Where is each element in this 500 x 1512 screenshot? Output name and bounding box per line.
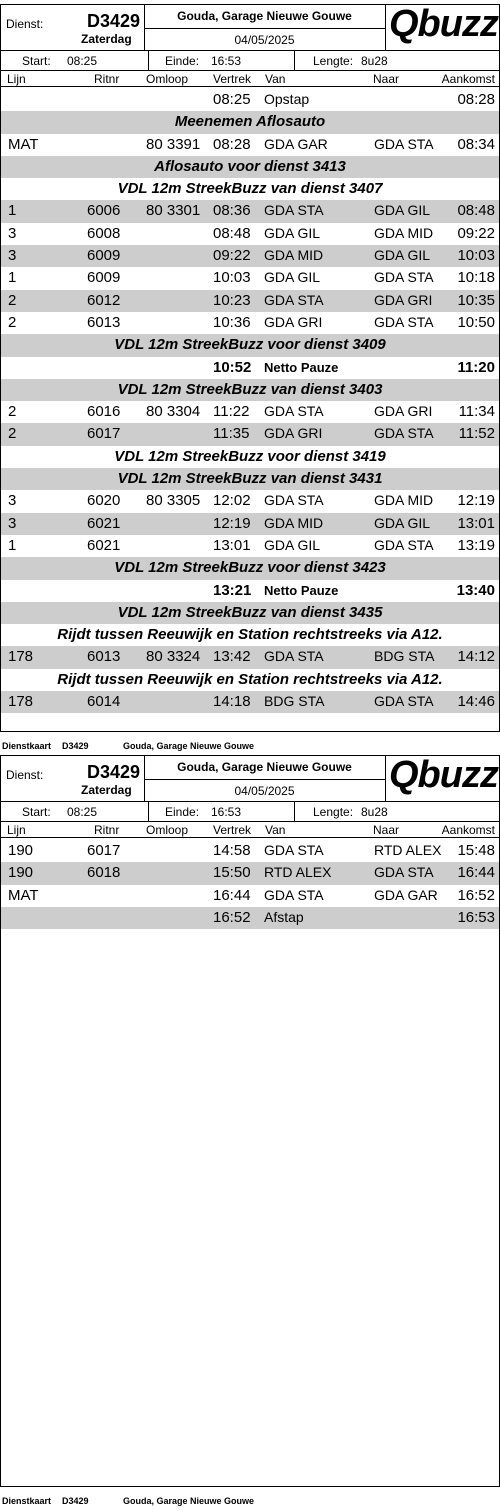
section-note: Rijdt tussen Reeuwijk en Station rechtstreeks via A12.: [57, 670, 443, 688]
line-number: 178: [8, 693, 34, 711]
trip-number: 6014: [87, 693, 121, 711]
arrival-time: 10:35: [457, 291, 495, 309]
section-note: VDL 12m StreekBuzz van dienst 3407: [117, 180, 383, 198]
start-time: 08:25: [67, 54, 98, 68]
dienst-number: D3429: [87, 762, 141, 782]
section-note: Meenemen Aflosauto: [1, 111, 499, 133]
trip-row: [1, 862, 499, 884]
to-stop: RTD ALEX: [374, 842, 442, 858]
col-ritnr: Ritnr: [94, 823, 120, 837]
length-value: 8u28: [361, 805, 388, 819]
trip-number: 6021: [87, 536, 121, 554]
departure-time: 09:22: [213, 247, 251, 265]
departure-time: 14:58: [213, 842, 251, 859]
from-stop: GDA GAR: [264, 135, 328, 152]
trip-row: [1, 312, 499, 334]
departure-time: 13:21: [213, 581, 252, 599]
footer-label: Dienstkaart: [2, 741, 52, 751]
arrival-time: 11:34: [458, 403, 495, 421]
to-stop: GDA GIL: [374, 202, 431, 219]
trip-row: [1, 245, 499, 267]
service-date: 04/05/2025: [234, 33, 295, 47]
arrival-time: 12:19: [457, 492, 495, 510]
footer-label: Dienstkaart: [2, 1496, 52, 1506]
section-note: VDL 12m StreekBuzz van dienst 3431: [1, 468, 499, 490]
line-number: 2: [8, 403, 17, 421]
departure-time: 10:52: [213, 358, 252, 376]
end-time: 16:53: [211, 54, 242, 68]
end-label: Einde:: [165, 805, 200, 819]
to-stop: GDA STA: [374, 135, 434, 152]
block-number: 80 3391: [146, 135, 201, 153]
arrival-time: 11:52: [458, 425, 495, 443]
departure-time: 12:02: [213, 492, 251, 510]
to-stop: GDA GIL: [374, 514, 431, 531]
dienst-number: D3429: [87, 11, 141, 31]
block-number: 80 3304: [146, 403, 201, 421]
line-number: 178: [8, 648, 34, 666]
departure-time: 10:03: [213, 269, 251, 287]
trip-number: 6016: [87, 403, 121, 421]
section-note: VDL 12m StreekBuzz voor dienst 3423: [1, 557, 499, 579]
departure-time: 10:36: [213, 313, 251, 331]
section-note: VDL 12m StreekBuzz voor dienst 3409: [1, 334, 499, 356]
line-number: 3: [8, 514, 17, 532]
col-vertrek: Vertrek: [213, 72, 252, 86]
depot-location: Gouda, Garage Nieuwe Gouwe: [177, 760, 352, 774]
trip-row: [1, 490, 499, 512]
to-stop: GDA STA: [374, 536, 434, 553]
arrival-time: 16:44: [457, 864, 495, 882]
to-stop: GDA STA: [374, 693, 434, 710]
block-number: 80 3324: [146, 648, 201, 666]
trip-number: 6009: [87, 269, 121, 287]
footer-location: Gouda, Garage Nieuwe Gouwe: [123, 741, 255, 751]
card-header: [1, 756, 499, 802]
from-stop: GDA STA: [264, 648, 324, 665]
trip-row: [1, 840, 499, 862]
service-date: 04/05/2025: [234, 784, 295, 798]
col-lijn: Lijn: [7, 72, 26, 86]
line-number: 2: [8, 425, 17, 443]
qbuzz-logo: Qbuzz: [389, 3, 498, 45]
arrival-time: 10:03: [457, 247, 495, 265]
arrival-time: 09:22: [457, 224, 495, 242]
to-stop: GDA STA: [374, 313, 434, 330]
from-stop: Netto Pauze: [264, 359, 339, 375]
departure-time: 12:19: [213, 514, 251, 532]
from-stop: GDA STA: [264, 492, 324, 509]
trip-number: 6021: [87, 514, 121, 532]
footer-location: Gouda, Garage Nieuwe Gouwe: [123, 1496, 255, 1506]
to-stop: GDA STA: [374, 269, 434, 286]
end-label: Einde:: [165, 54, 200, 68]
trip-row: [1, 401, 499, 423]
pause-row: [1, 580, 499, 602]
service-day: Zaterdag: [81, 32, 132, 46]
trip-number: 6008: [87, 224, 121, 242]
block-number: 80 3305: [146, 492, 201, 510]
departure-time: 13:01: [213, 536, 251, 554]
trip-number: 6009: [87, 247, 121, 265]
line-number: 3: [8, 224, 17, 242]
col-van: Van: [265, 72, 286, 86]
to-stop: GDA MID: [374, 492, 434, 509]
arrival-time: 10:18: [457, 269, 495, 287]
departure-time: 08:48: [213, 224, 251, 242]
service-day: Zaterdag: [81, 783, 132, 797]
departure-time: 14:18: [213, 693, 251, 711]
arrival-time: 11:20: [457, 358, 495, 376]
trip-number: 6013: [87, 313, 121, 331]
line-number: MAT: [8, 135, 39, 153]
line-number: MAT: [8, 886, 39, 904]
from-stop: GDA MID: [264, 514, 324, 531]
to-stop: GDA GRI: [374, 403, 433, 420]
start-label: Start:: [22, 805, 51, 819]
arrival-time: 13:19: [457, 536, 495, 554]
line-number: 3: [8, 247, 17, 265]
to-stop: GDA MID: [374, 224, 434, 241]
trip-row: [1, 907, 499, 929]
footer-dienst: D3429: [62, 1496, 89, 1506]
trip-number: 6006: [87, 202, 121, 220]
departure-time: 16:52: [213, 908, 251, 926]
trip-number: 6017: [87, 425, 121, 443]
section-note: VDL 12m StreekBuzz van dienst 3403: [1, 379, 499, 401]
section-note: Aflosauto voor dienst 3413: [1, 156, 499, 178]
qbuzz-logo: Qbuzz: [389, 754, 498, 796]
trip-row: [1, 646, 499, 668]
trip-number: 6017: [87, 842, 121, 859]
start-time: 08:25: [67, 805, 98, 819]
section-note: Rijdt tussen Reeuwijk en Station rechtstreeks via A12.: [57, 626, 443, 644]
shift-summary: [1, 51, 499, 71]
departure-time: 11:35: [213, 425, 250, 443]
from-stop: GDA STA: [264, 886, 324, 903]
arrival-time: 14:12: [457, 648, 495, 666]
trip-row: [1, 89, 499, 111]
line-number: 1: [8, 536, 17, 554]
arrival-time: 08:34: [457, 135, 495, 153]
col-vertrek: Vertrek: [213, 823, 252, 837]
block-number: 80 3301: [146, 202, 201, 220]
line-number: 1: [8, 269, 17, 287]
card-header: [1, 5, 499, 51]
to-stop: GDA STA: [374, 864, 434, 881]
dienst-label: Dienst:: [6, 17, 44, 31]
arrival-time: 15:48: [457, 842, 495, 859]
col-lijn: Lijn: [7, 823, 26, 837]
length-label: Lengte:: [313, 805, 354, 819]
departure-time: 11:22: [213, 403, 250, 421]
trip-row: [1, 885, 499, 907]
col-ritnr: Ritnr: [94, 72, 120, 86]
arrival-time: 16:52: [457, 886, 495, 904]
from-stop: GDA GRI: [264, 313, 323, 330]
duty-card-page-1: [0, 4, 500, 732]
departure-time: 13:42: [213, 648, 251, 666]
departure-time: 08:36: [213, 202, 251, 220]
to-stop: GDA GIL: [374, 247, 431, 264]
depot-location: Gouda, Garage Nieuwe Gouwe: [177, 9, 352, 23]
from-stop: GDA MID: [264, 247, 324, 264]
departure-time: 16:44: [213, 886, 251, 904]
column-headers: [1, 822, 499, 838]
col-omloop: Omloop: [146, 823, 189, 837]
shift-summary: [1, 802, 499, 822]
to-stop: BDG STA: [374, 648, 435, 665]
to-stop: GDA GRI: [374, 291, 433, 308]
trip-row: [1, 691, 499, 713]
col-van: Van: [265, 823, 286, 837]
trip-row: [1, 423, 499, 445]
from-stop: GDA STA: [264, 291, 324, 308]
col-omloop: Omloop: [146, 72, 189, 86]
start-label: Start:: [22, 54, 51, 68]
trip-row: [1, 267, 499, 289]
trip-number: 6013: [87, 648, 121, 666]
trip-row: [1, 535, 499, 557]
from-stop: GDA STA: [264, 202, 324, 219]
to-stop: GDA STA: [374, 425, 434, 442]
pause-row: [1, 357, 499, 379]
duty-card-page-2: [0, 755, 500, 1487]
trip-row: [1, 223, 499, 245]
col-aankomst: Aankomst: [441, 823, 495, 837]
arrival-time: 13:01: [457, 514, 495, 532]
arrival-time: 08:28: [457, 91, 495, 108]
col-naar: Naar: [373, 823, 400, 837]
length-value: 8u28: [361, 54, 388, 68]
from-stop: Netto Pauze: [264, 582, 339, 598]
to-stop: GDA GAR: [374, 886, 438, 903]
trip-number: 6012: [87, 291, 121, 309]
departure-time: 10:23: [213, 291, 251, 309]
line-number: 3: [8, 492, 17, 510]
line-number: 2: [8, 291, 17, 309]
column-headers: [1, 71, 499, 87]
from-stop: GDA STA: [264, 842, 324, 858]
line-number: 2: [8, 313, 17, 331]
line-number: 1: [8, 202, 17, 220]
length-label: Lengte:: [313, 54, 354, 68]
arrival-time: 10:50: [457, 313, 495, 331]
from-stop: RTD ALEX: [264, 864, 332, 881]
trip-row: [1, 200, 499, 222]
section-note: VDL 12m StreekBuzz van dienst 3435: [1, 602, 499, 624]
departure-time: 08:28: [213, 135, 251, 153]
arrival-time: 08:48: [457, 202, 495, 220]
end-time: 16:53: [211, 805, 242, 819]
from-stop: GDA GIL: [264, 224, 321, 241]
from-stop: GDA GIL: [264, 536, 321, 553]
from-stop: GDA GIL: [264, 269, 321, 286]
col-aankomst: Aankomst: [441, 72, 495, 86]
from-stop: GDA GRI: [264, 425, 323, 442]
line-number: 190: [8, 842, 34, 859]
line-number: 190: [8, 864, 34, 882]
col-naar: Naar: [373, 72, 400, 86]
trip-number: 6020: [87, 492, 121, 510]
schedule-rows: [1, 838, 499, 929]
trip-row: [1, 134, 499, 156]
dienst-label: Dienst:: [6, 768, 44, 782]
arrival-time: 16:53: [457, 908, 495, 926]
trip-number: 6018: [87, 864, 121, 882]
departure-time: 15:50: [213, 864, 251, 882]
from-stop: Afstap: [264, 908, 304, 925]
from-stop: Opstap: [264, 91, 310, 107]
arrival-time: 13:40: [456, 581, 495, 599]
trip-row: [1, 513, 499, 535]
section-note: VDL 12m StreekBuzz voor dienst 3419: [114, 447, 386, 465]
from-stop: BDG STA: [264, 693, 325, 710]
schedule-rows: [1, 87, 499, 713]
from-stop: GDA STA: [264, 403, 324, 420]
trip-row: [1, 290, 499, 312]
footer-dienst: D3429: [62, 741, 89, 751]
arrival-time: 14:46: [457, 693, 495, 711]
departure-time: 08:25: [213, 91, 251, 108]
